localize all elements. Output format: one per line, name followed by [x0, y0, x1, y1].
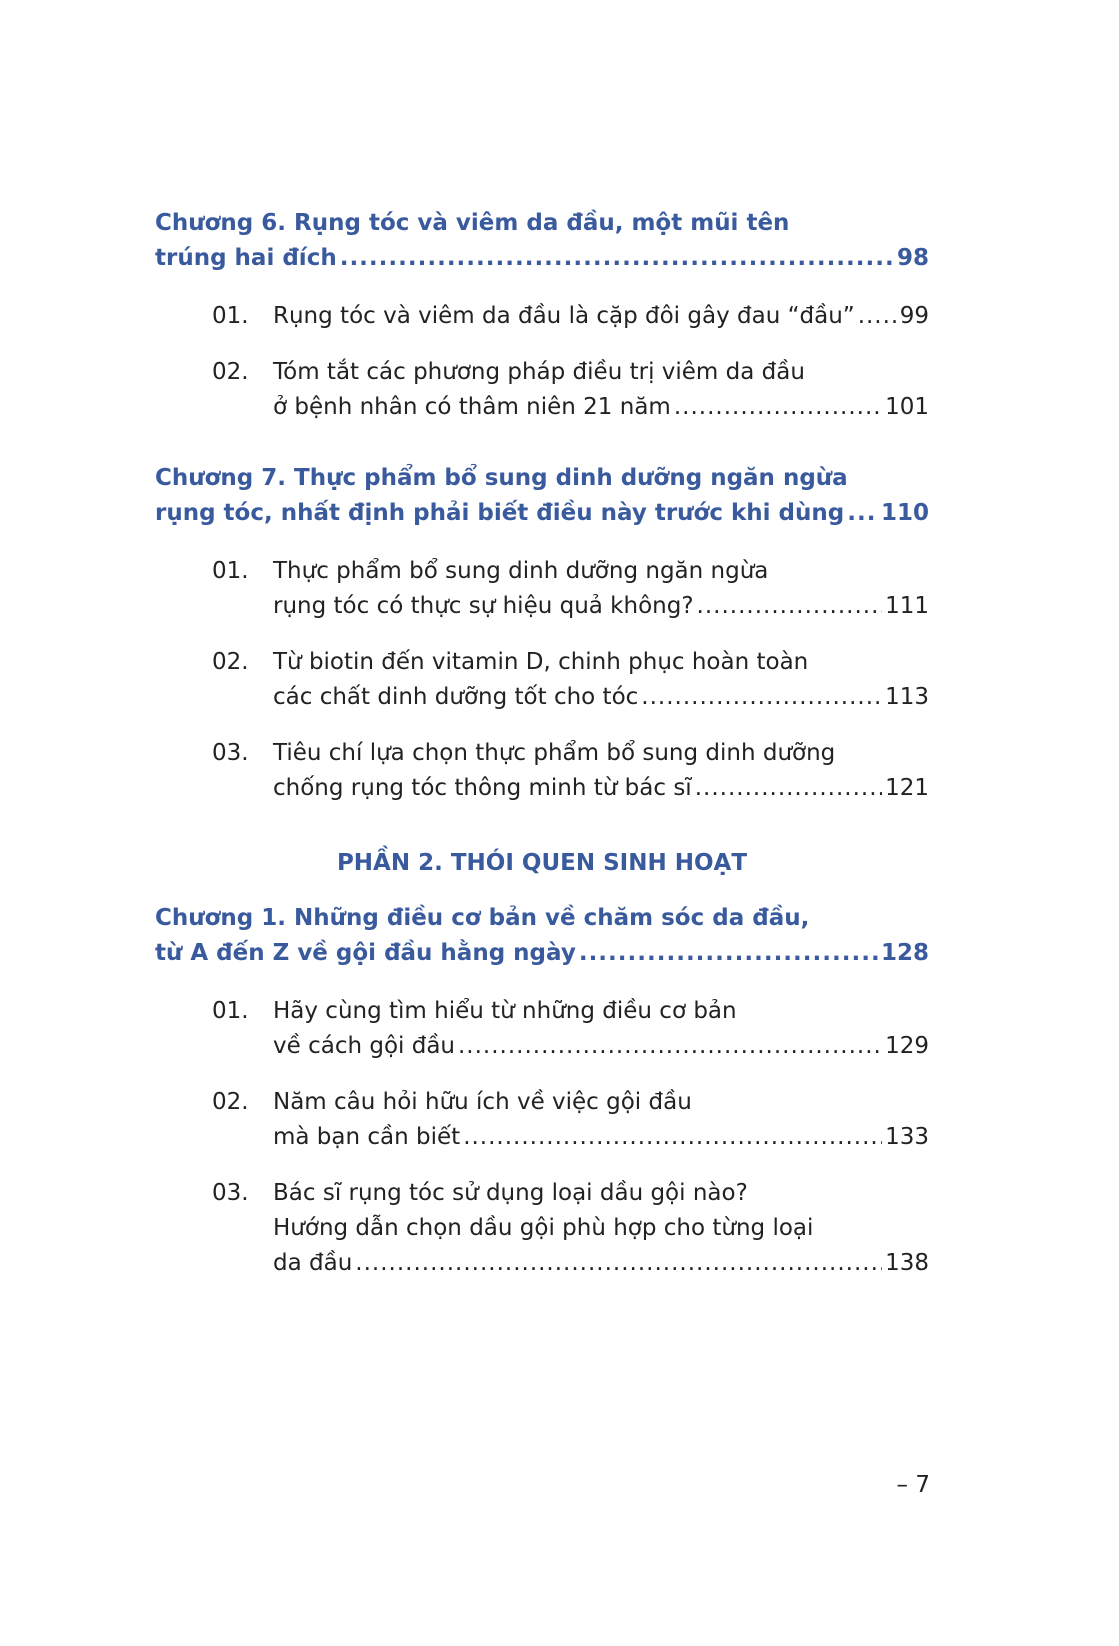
leader-dots: [641, 680, 882, 715]
chapter-7-heading[interactable]: [155, 461, 929, 531]
page-ref: 133: [885, 1124, 929, 1150]
item-text: Hãy cùng tìm hiểu từ những điều cơ bản: [273, 998, 737, 1024]
chapter-title-line: Chương 6. Rụng tóc và viêm da đầu, một mũi tên: [155, 210, 790, 236]
item-line: [273, 771, 929, 806]
toc-item[interactable]: [155, 736, 929, 806]
leader-dots: [463, 1120, 882, 1155]
item-number: 02.: [212, 649, 249, 675]
item-line: [273, 589, 929, 624]
item-text: chống rụng tóc thông minh từ bác sĩ: [273, 775, 692, 801]
toc-item[interactable]: [155, 355, 929, 425]
toc-item[interactable]: [155, 994, 929, 1064]
chapter-title-line: [155, 936, 929, 971]
item-text: về cách gội đầu: [273, 1033, 455, 1059]
chapter-title-line: [155, 241, 929, 276]
item-number: 02.: [212, 1089, 249, 1115]
item-line: [273, 680, 929, 715]
chapter-title-text: từ A đến Z về gội đầu hằng ngày: [155, 940, 576, 966]
table-of-contents: [155, 206, 929, 1302]
item-text: Thực phẩm bổ sung dinh dưỡng ngăn ngừa: [273, 558, 769, 584]
item-text: Từ biotin đến vitamin D, chinh phục hoàn toàn: [273, 649, 809, 675]
item-number: 03.: [212, 1180, 249, 1206]
page-ref: 110: [880, 500, 929, 526]
leader-dots: [858, 299, 897, 334]
item-line: [273, 299, 929, 334]
item-text: Tiêu chí lựa chọn thực phẩm bổ sung dinh dưỡng: [273, 740, 836, 766]
item-number: 03.: [212, 740, 249, 766]
leader-dots: [458, 1029, 882, 1064]
item-text: Rụng tóc và viêm da đầu là cặp đôi gây đau “đầu”: [273, 303, 855, 329]
leader-dots: [355, 1246, 882, 1281]
toc-item[interactable]: [155, 1176, 929, 1281]
item-text: Tóm tắt các phương pháp điều trị viêm da đầu: [273, 359, 805, 385]
page-ref: 99: [899, 303, 929, 329]
page-ref: 138: [885, 1250, 929, 1276]
toc-item[interactable]: [155, 554, 929, 624]
leader-dots: [847, 496, 878, 531]
page-ref: 101: [885, 394, 929, 420]
item-line: [273, 1246, 929, 1281]
item-text: Hướng dẫn chọn dầu gội phù hợp cho từng loại: [273, 1215, 814, 1241]
item-text: Năm câu hỏi hữu ích về việc gội đầu: [273, 1089, 692, 1115]
item-text: Bác sĩ rụng tóc sử dụng loại dầu gội nào?: [273, 1180, 748, 1206]
leader-dots: [674, 390, 882, 425]
item-number: 01.: [212, 558, 249, 584]
page-ref: 111: [885, 593, 929, 619]
chapter-title-line: Chương 7. Thực phẩm bổ sung dinh dưỡng ngăn ngừa: [155, 465, 848, 491]
item-text: các chất dinh dưỡng tốt cho tóc: [273, 684, 639, 710]
item-number: 02.: [212, 359, 249, 385]
leader-dots: [579, 936, 878, 971]
page-ref: 128: [880, 940, 929, 966]
page-ref: 98: [896, 245, 929, 271]
item-text: ở bệnh nhân có thâm niên 21 năm: [273, 394, 671, 420]
leader-dots: [697, 589, 883, 624]
chapter-title-line: Chương 1. Những điều cơ bản về chăm sóc da đầu,: [155, 905, 810, 931]
part2-chapter-1-heading[interactable]: [155, 901, 929, 971]
item-line: [273, 390, 929, 425]
page-ref: 113: [885, 684, 929, 710]
item-text: da đầu: [273, 1250, 353, 1276]
item-text: rụng tóc có thực sự hiệu quả không?: [273, 593, 694, 619]
item-line: [273, 1120, 929, 1155]
page-ref: 129: [885, 1033, 929, 1059]
item-number: 01.: [212, 998, 249, 1024]
item-number: 01.: [212, 303, 249, 329]
toc-item[interactable]: [155, 1085, 929, 1155]
item-text: mà bạn cần biết: [273, 1124, 461, 1150]
leader-dots: [340, 241, 894, 276]
item-line: [273, 1029, 929, 1064]
chapter-6-heading[interactable]: [155, 206, 929, 276]
chapter-title-text: trúng hai đích: [155, 245, 337, 271]
chapter-title-text: rụng tóc, nhất định phải biết điều này trước khi dùng: [155, 500, 845, 526]
page-ref: 121: [885, 775, 929, 801]
chapter-title-line: [155, 496, 929, 531]
leader-dots: [695, 771, 882, 806]
part-2-heading: PHẦN 2. THÓI QUEN SINH HOẠT: [336, 850, 748, 876]
toc-item[interactable]: [155, 645, 929, 715]
page-number: – 7: [896, 1472, 930, 1498]
toc-item[interactable]: [155, 299, 929, 334]
